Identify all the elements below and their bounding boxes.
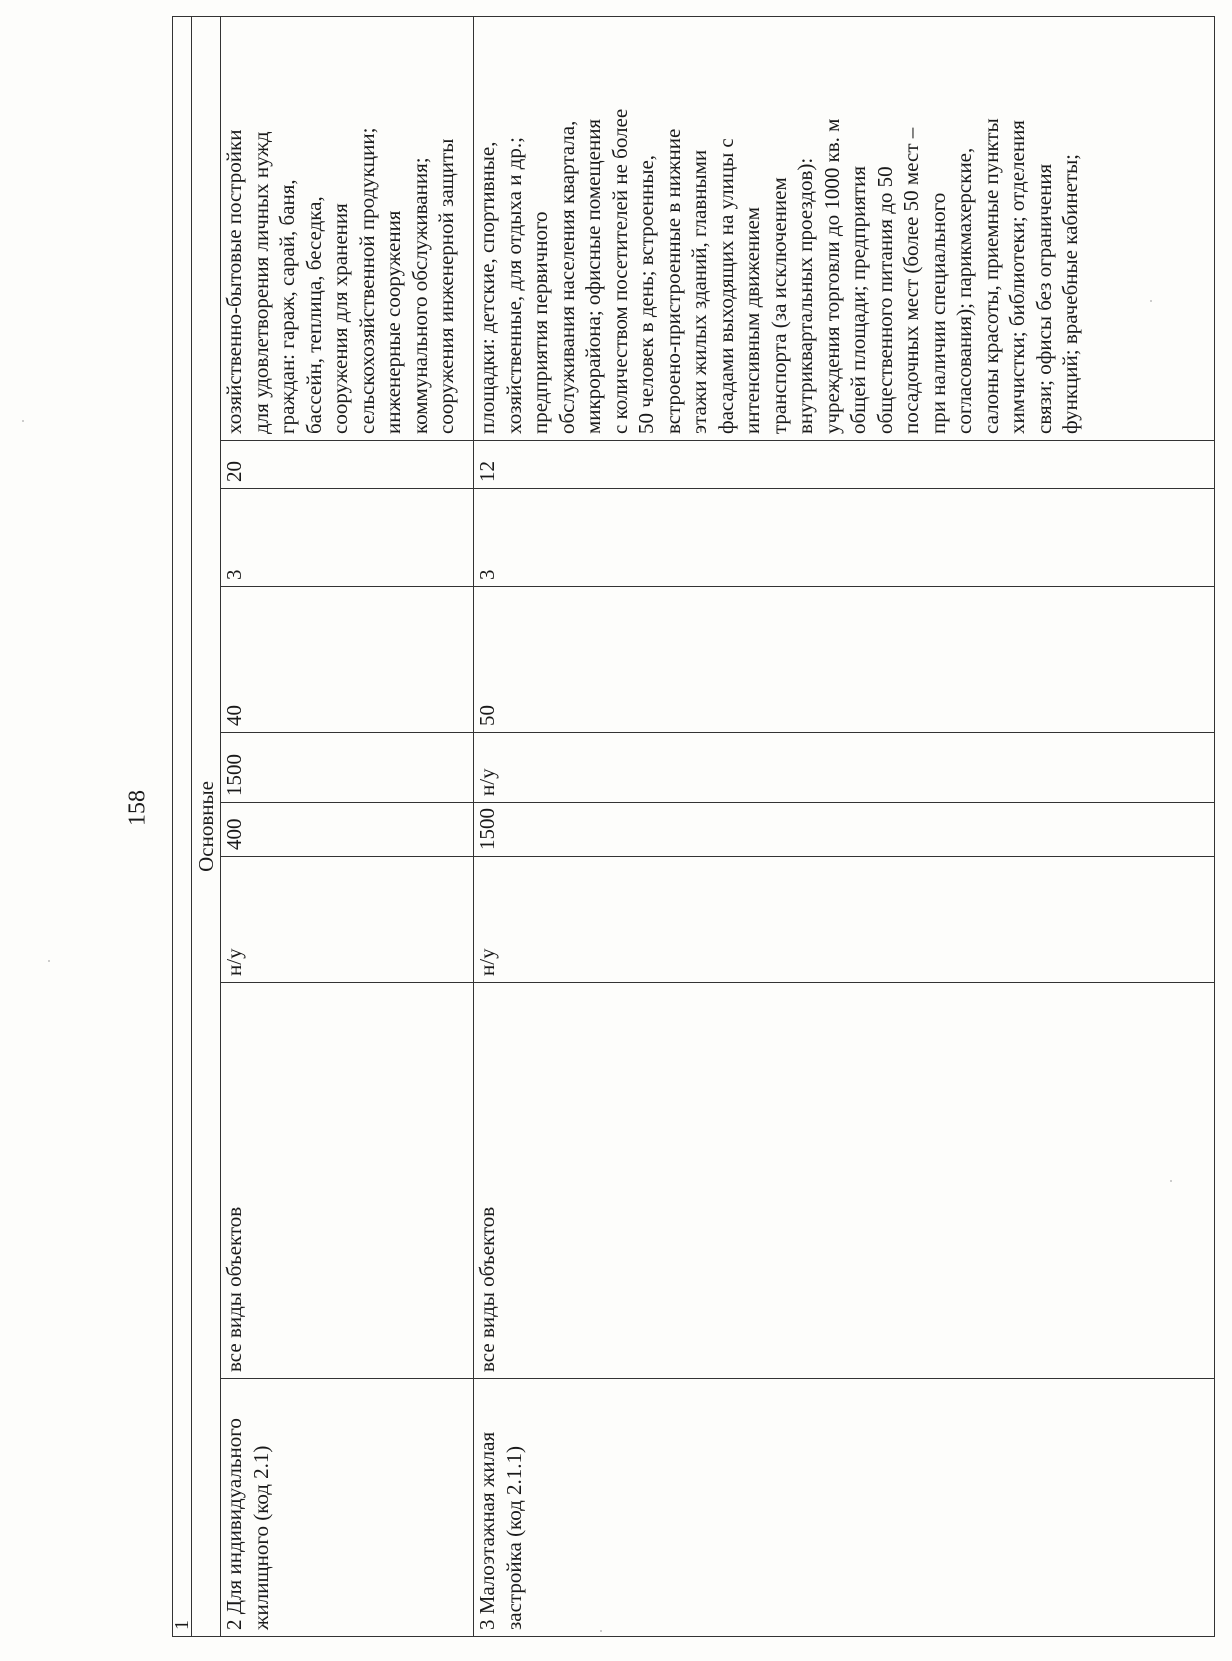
param-cell: н/у (221, 857, 474, 983)
param-cell: 12 (474, 441, 1215, 489)
param-cell: 3 (221, 489, 474, 587)
column-number: 1 (171, 1620, 193, 1630)
table-row (221, 16, 474, 1636)
table-row (474, 16, 1215, 1636)
param-cell: 20 (221, 441, 474, 489)
param-cell: н/у (474, 857, 1215, 983)
rotated-page (172, 17, 1232, 1637)
object-types: все виды объектов (221, 983, 474, 1379)
param-cell: 1500 (221, 733, 474, 803)
column-number-row (173, 16, 192, 1636)
param-cell: 400 (221, 803, 474, 857)
section-header: Основные (192, 16, 221, 1636)
page-number: 158 (124, 790, 151, 826)
section-row (192, 16, 221, 1636)
param-cell: 3 (474, 489, 1215, 587)
land-use-type: Малоэтажная жилая застройка (код 2.1.1) (475, 1431, 526, 1630)
column-number-cell (173, 16, 192, 1636)
row-number: 2 (222, 1619, 246, 1630)
zoning-table (172, 16, 1215, 1637)
auxiliary-uses: хозяйственно-бытовые постройки для удовлетворения личных нужд граждан: гараж, сарай, баня, бассейн, теплица, беседка, сооружения для хранения сельскохозяйственной продукции; инженерные сооружения коммунального обслуживания; сооружения инженерной защиты (221, 16, 474, 440)
object-types: все виды объектов (474, 983, 1215, 1379)
auxiliary-uses: площадки: детские, спортивные, хозяйственные, для отдыха и др.; предприятия первичного обслуживания населения квартала, микрорайона; офисные помещения с количеством посетителей не более 50 человек в день; встроенные, встроено-пристроенные в нижние этажи жилых зданий, главными фасадами выходящих на улицы с интенсивным движением транспорта (за исключением внутриквартальных проездов): учреждения торговли до 1000 кв. м общей площади; предприятия общественного питания до 50 посадочных мест (более 50 мест – при наличии специального согласования); парикмахерские, салоны красоты, приемные пункты химчистки; библиотеки; отделения связи; офисы без ограничения функций; врачебные кабинеты; (474, 16, 1215, 440)
land-use-type-cell (474, 1379, 1215, 1637)
param-cell: 1500 (474, 803, 1215, 857)
row-number: 3 (475, 1619, 499, 1630)
param-cell: 50 (474, 587, 1215, 733)
land-use-type: Для индивидуального жилищного (код 2.1) (222, 1418, 273, 1630)
param-cell: н/у (474, 733, 1215, 803)
land-use-type-cell (221, 1379, 474, 1637)
param-cell: 40 (221, 587, 474, 733)
